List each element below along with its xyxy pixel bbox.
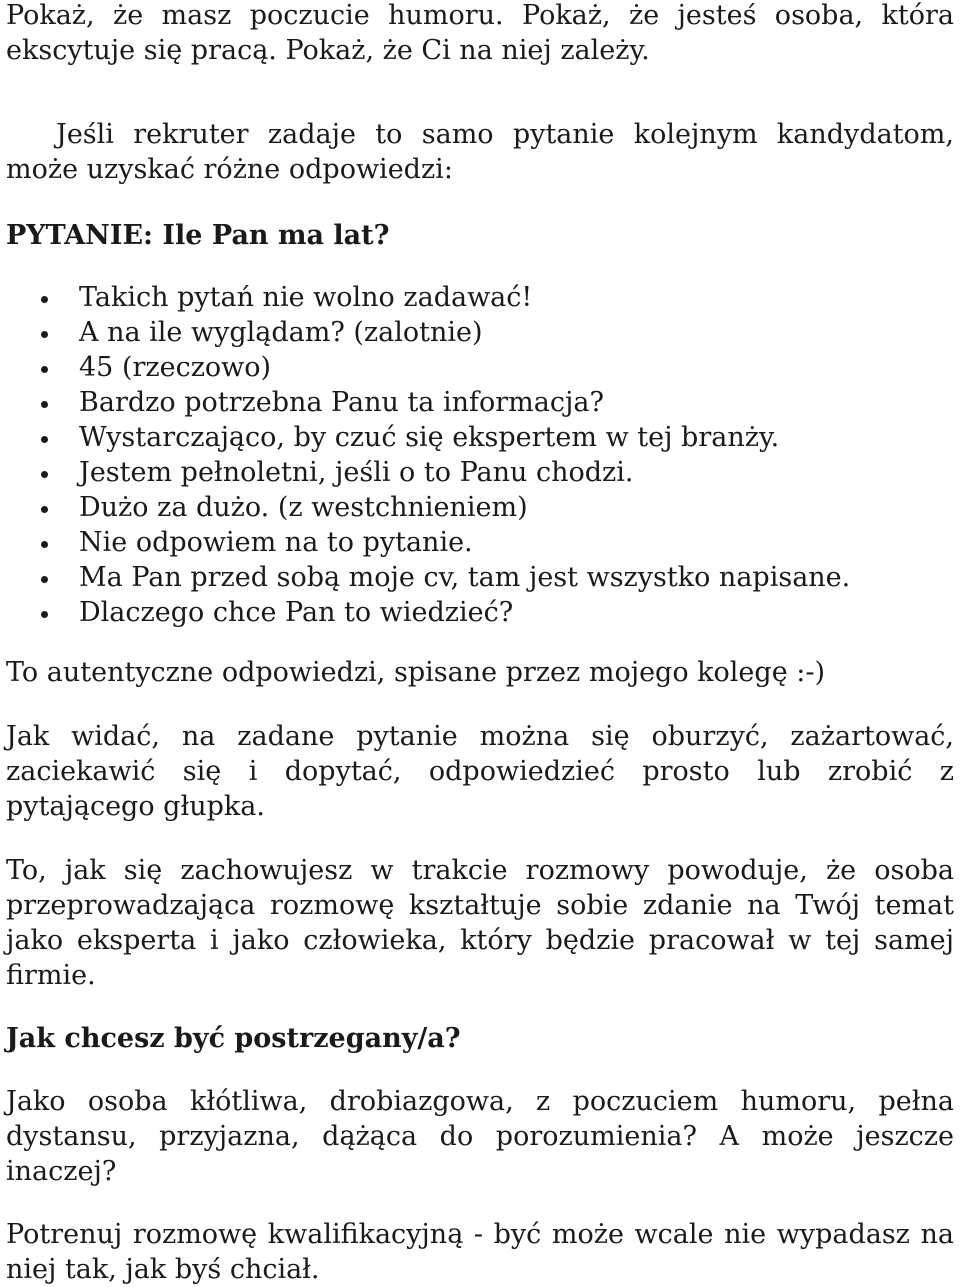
list-item: Takich pytań nie wolno zadawać! (0, 280, 954, 315)
practice-paragraph: Potrenuj rozmowę kwalifikacyjną - być może wcale nie wypadasz na niej tak, jak byś chciał. (6, 1219, 954, 1285)
list-item: Wystarczająco, by czuć się ekspertem w tej branży. (0, 420, 954, 455)
authentic-answers-paragraph: To autentyczne odpowiedzi, spisane przez mojego kolegę :-) (6, 657, 826, 688)
list-item: Ma Pan przed sobą moje cv, tam jest wszystko napisane. (0, 560, 954, 595)
list-item: A na ile wyglądam? (zalotnie) (0, 315, 954, 350)
behaviour-paragraph: To, jak się zachowujesz w trakcie rozmowy powoduje, że osoba przeprowadzająca rozmowę kształtuje sobie zdanie na Twój temat jako eksperta i jako człowieka, który będzie pracował w tej samej firmie. (6, 855, 954, 991)
intro-paragraph: Pokaż, że masz poczucie humoru. Pokaż, że jesteś osoba, która ekscytuje się pracą. Pokaż, że Ci na niej zależy. (6, 0, 954, 66)
perception-heading: Jak chcesz być postrzegany/a? (6, 1023, 461, 1054)
question-heading: PYTANIE: Ile Pan ma lat? (6, 220, 390, 251)
list-item: 45 (rzeczowo) (0, 350, 954, 385)
reactions-paragraph: Jak widać, na zadane pytanie można się oburzyć, zażartować, zaciekawić się i dopytać, odpowiedzieć prosto lub zrobić z pytającego głupka. (6, 721, 954, 822)
list-item: Dużo za dużo. (z westchnieniem) (0, 490, 954, 525)
answers-list (0, 280, 954, 630)
list-item: Dlaczego chce Pan to wiedzieć? (0, 595, 954, 630)
list-item: Jestem pełnoletni, jeśli o to Panu chodzi. (0, 455, 954, 490)
recruiter-paragraph: Jeśli rekruter zadaje to samo pytanie kolejnym kandydatom, może uzyskać różne odpowiedzi: (6, 119, 954, 185)
list-item: Nie odpowiem na to pytanie. (0, 525, 954, 560)
list-item: Bardzo potrzebna Panu ta informacja? (0, 385, 954, 420)
personality-paragraph: Jako osoba kłótliwa, drobiazgowa, z poczuciem humoru, pełna dystansu, przyjazna, dążąca do porozumienia? A może jeszcze inaczej? (6, 1086, 954, 1187)
